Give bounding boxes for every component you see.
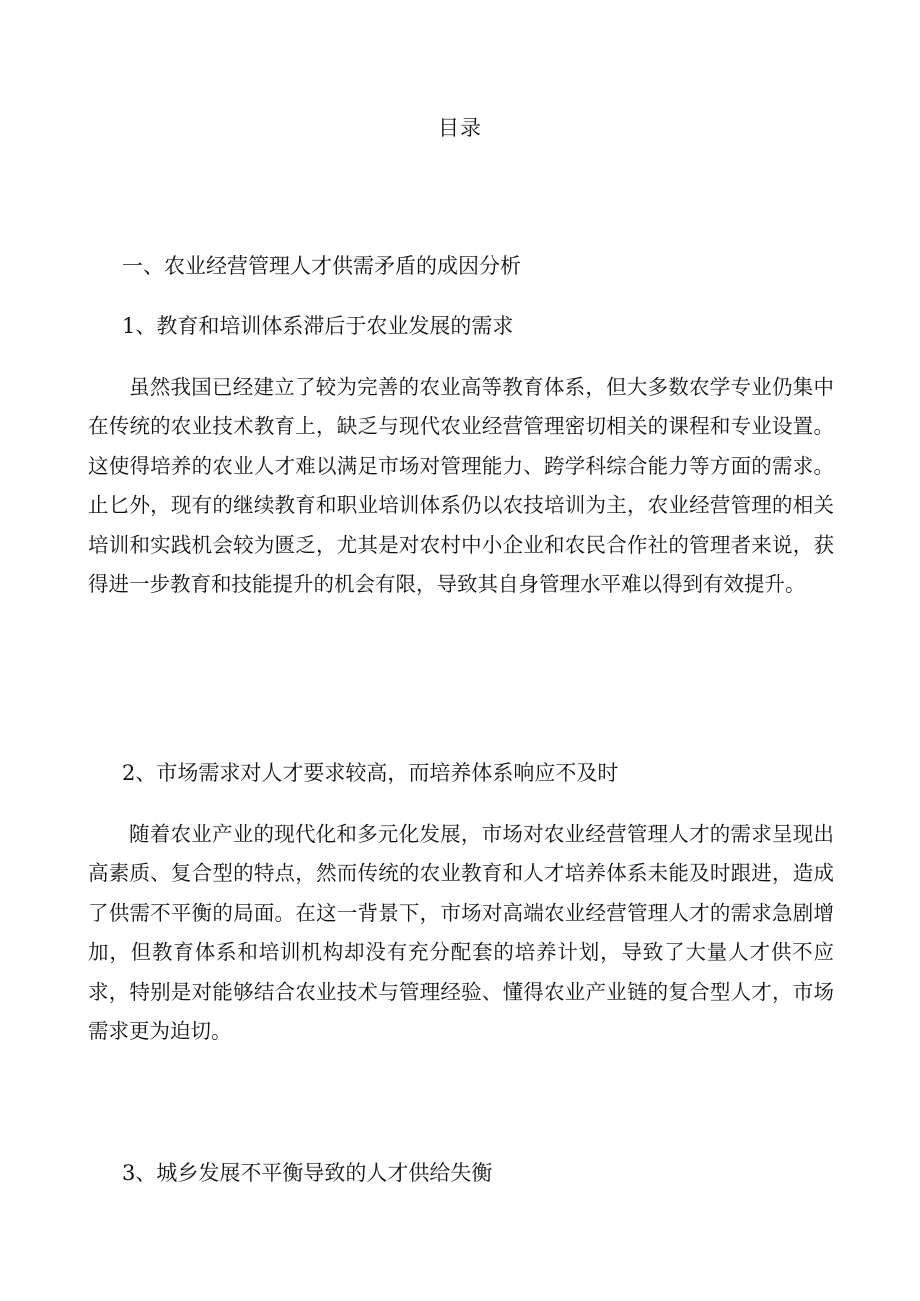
toc-title: 目录 [438, 116, 482, 140]
subsection-heading-3: 3、城乡发展不平衡导致的人才供给失衡 [122, 1161, 493, 1185]
section-heading: 一、农业经营管理人才供需矛盾的成因分析 [122, 254, 521, 278]
subsection-heading-1: 1、教育和培训体系滞后于农业发展的需求 [122, 314, 514, 338]
subsection-heading-2: 2、市场需求对人才要求较高，而培养体系响应不及时 [122, 761, 619, 785]
paragraph-2: 随着农业产业的现代化和多元化发展，市场对农业经营管理人才的需求呈现出高素质、复合型的特点，然而传统的农业教育和人才培养体系未能及时跟进，造成了供需不平衡的局面。在这一背景下，市场对高端农业经营管理人才的需求急剧增加，但教育体系和培训机构却没有充分配套的培养计划，导致了大量人才供不应求，特别是对能够结合农业技术与管理经验、懂得农业产业链的复合型人才，市场需求更为迫切。 [88, 822, 834, 1044]
paragraph-1: 虽然我国已经建立了较为完善的农业高等教育体系，但大多数农学专业仍集中在传统的农业技术教育上，缺乏与现代农业经营管理密切相关的课程和专业设置。这使得培养的农业人才难以满足市场对管理能力、跨学科综合能力等方面的需求。止匕外，现有的继续教育和职业培训体系仍以农技培训为主，农业经营管理的相关培训和实践机会较为匮乏，尤其是对农村中小企业和农民合作社的管理者来说，获得进一步教育和技能提升的机会有限，导致其自身管理水平难以得到有效提升。 [88, 375, 834, 597]
